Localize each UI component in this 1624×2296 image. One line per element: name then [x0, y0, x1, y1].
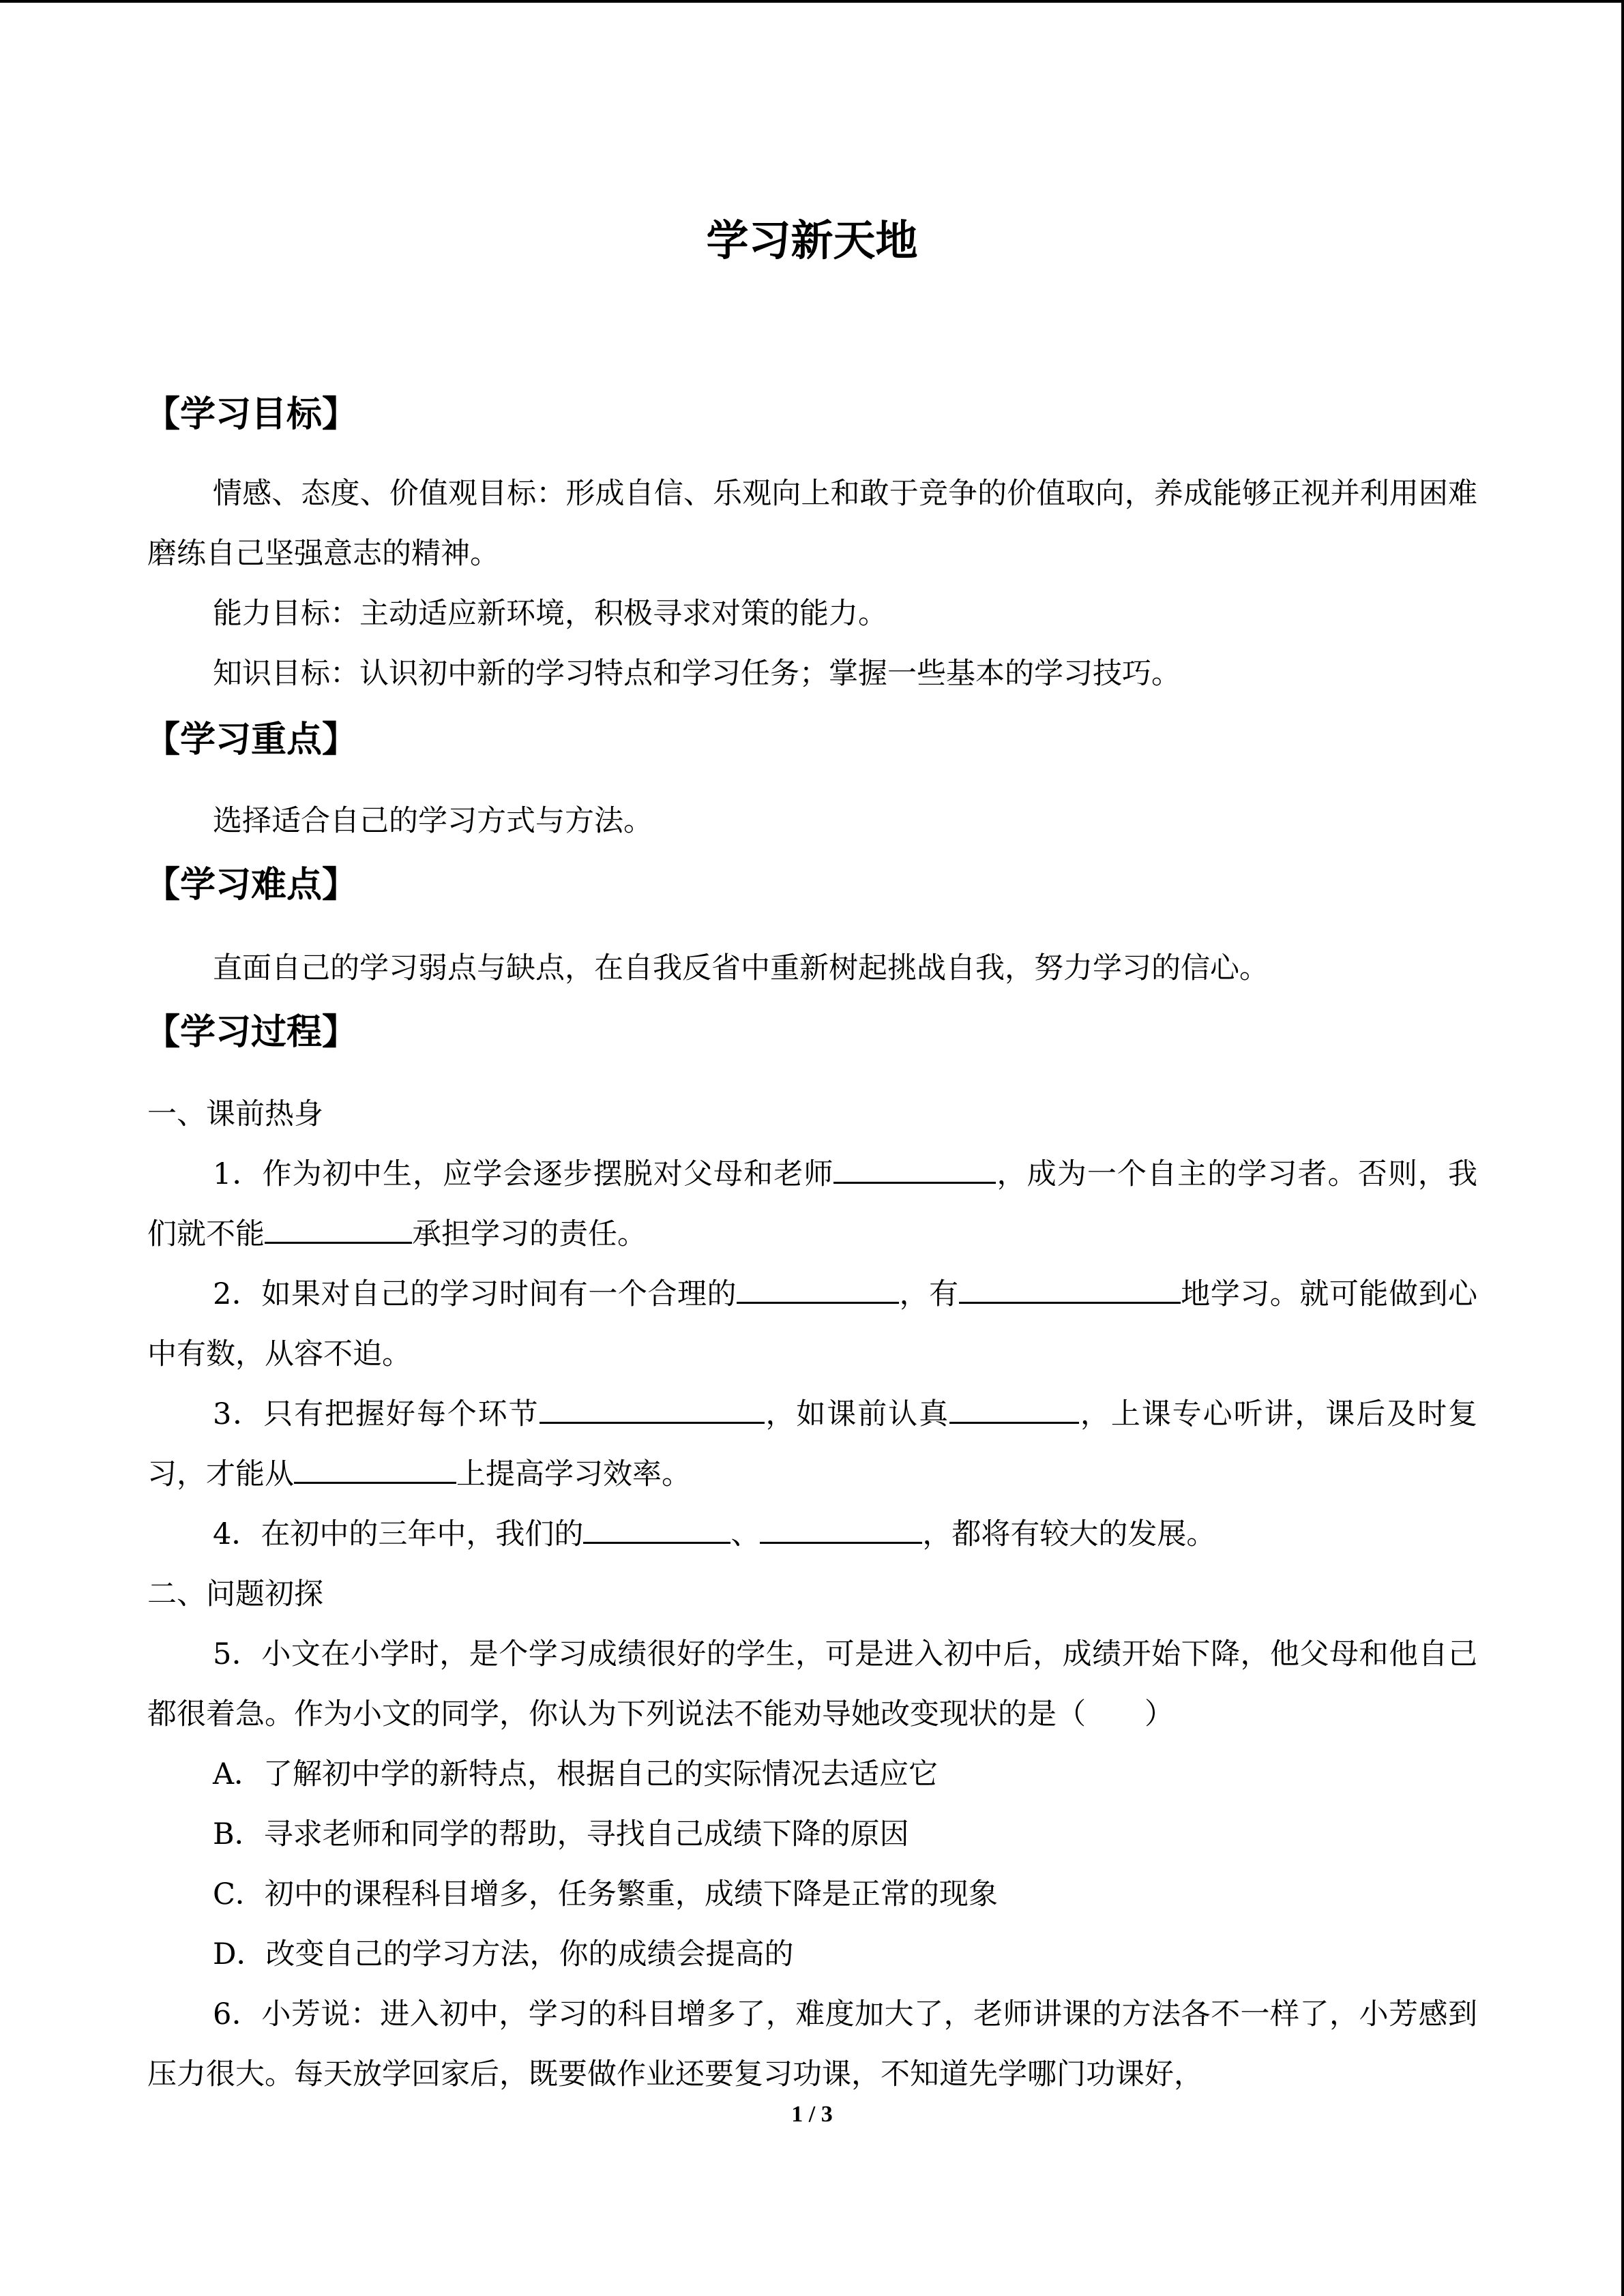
question-2-text-b: ，有: [899, 1277, 959, 1311]
question-2: [147, 1264, 1477, 1384]
question-3: [147, 1384, 1477, 1504]
question-5: 5．小文在小学时，是个学习成绩很好的学生，可是进入初中后，成绩开始下降，他父母和他自己都很着急。作为小文的同学，你认为下列说法不能劝导她改变现状的是（ ）: [147, 1637, 1477, 1731]
key-points-text: 选择适合自己的学习方式与方法。: [213, 804, 653, 838]
answer-blank[interactable]: [959, 1272, 1181, 1304]
page-number: 1 / 3: [791, 2102, 833, 2127]
difficulty-text: 直面自己的学习弱点与缺点，在自我反省中重新树起挑战自我，努力学习的信心。: [213, 951, 1269, 985]
option-b[interactable]: B．寻求老师和同学的帮助，寻找自己成绩下降的原因: [213, 1817, 909, 1851]
question-2-text-a: 2．如果对自己的学习时间有一个合理的: [213, 1277, 737, 1311]
answer-blank[interactable]: [833, 1152, 996, 1184]
option-c[interactable]: C．初中的课程科目增多，任务繁重，成绩下降是正常的现象: [213, 1877, 998, 1911]
question-2-text-c: 地学习。就可能做到心中有数，从容不迫。: [147, 1277, 1478, 1371]
question-1: [147, 1144, 1477, 1264]
key-points-heading: 【学习重点】: [145, 719, 358, 760]
part1-title: 一、课前热身: [147, 1097, 323, 1131]
question-4: [147, 1504, 1477, 1564]
part2-title: 二、问题初探: [147, 1577, 323, 1611]
question-1-text-b: ，成为一个自主的学习者。否则，我们就不能: [147, 1157, 1478, 1251]
question-3-text-a: 3．只有把握好每个环节: [213, 1397, 540, 1431]
answer-blank[interactable]: [265, 1212, 412, 1244]
difficulty-heading: 【学习难点】: [145, 865, 358, 906]
answer-blank[interactable]: [760, 1512, 922, 1544]
question-3-text-b: ，如课前认真: [764, 1397, 949, 1431]
question-1-text-a: 1．作为初中生，应学会逐步摆脱对父母和老师: [213, 1157, 834, 1191]
answer-blank[interactable]: [294, 1452, 456, 1484]
option-d[interactable]: D．改变自己的学习方法，你的成绩会提高的: [213, 1937, 794, 1971]
question-4-text-c: ，都将有较大的发展。: [922, 1517, 1216, 1551]
answer-blank[interactable]: [949, 1392, 1079, 1424]
question-6: 6．小芳说：进入初中，学习的科目增多了，难度加大了，老师讲课的方法各不一样了，小芳感到压力很大。每天放学回家后，既要做作业还要复习功课，不知道先学哪门功课好，: [147, 1997, 1477, 2091]
objective-affect: 情感、态度、价值观目标：形成自信、乐观向上和敢于竞争的价值取向，养成能够正视并利用困难磨练自己坚强意志的精神。: [147, 477, 1477, 571]
process-heading: 【学习过程】: [145, 1012, 358, 1053]
question-3-text-c: ，上课专心听讲，课后及时复习，才能从: [147, 1397, 1478, 1491]
question-1-text-c: 承担学习的责任。: [412, 1217, 647, 1251]
objective-knowledge: 知识目标：认识初中新的学习特点和学习任务；掌握一些基本的学习技巧。: [213, 657, 1181, 691]
question-4-text-b: 、: [730, 1517, 761, 1551]
option-a[interactable]: A．了解初中学的新特点，根据自己的实际情况去适应它: [213, 1757, 939, 1791]
objectives-heading: 【学习目标】: [145, 394, 358, 435]
question-4-text-a: 4．在初中的三年中，我们的: [213, 1517, 584, 1551]
page-title: 学习新天地: [706, 215, 918, 265]
answer-blank[interactable]: [540, 1392, 765, 1424]
question-3-text-d: 上提高学习效率。: [456, 1457, 691, 1491]
answer-blank[interactable]: [583, 1512, 730, 1544]
answer-blank[interactable]: [737, 1272, 899, 1304]
objective-ability: 能力目标：主动适应新环境，积极寻求对策的能力。: [213, 597, 887, 631]
